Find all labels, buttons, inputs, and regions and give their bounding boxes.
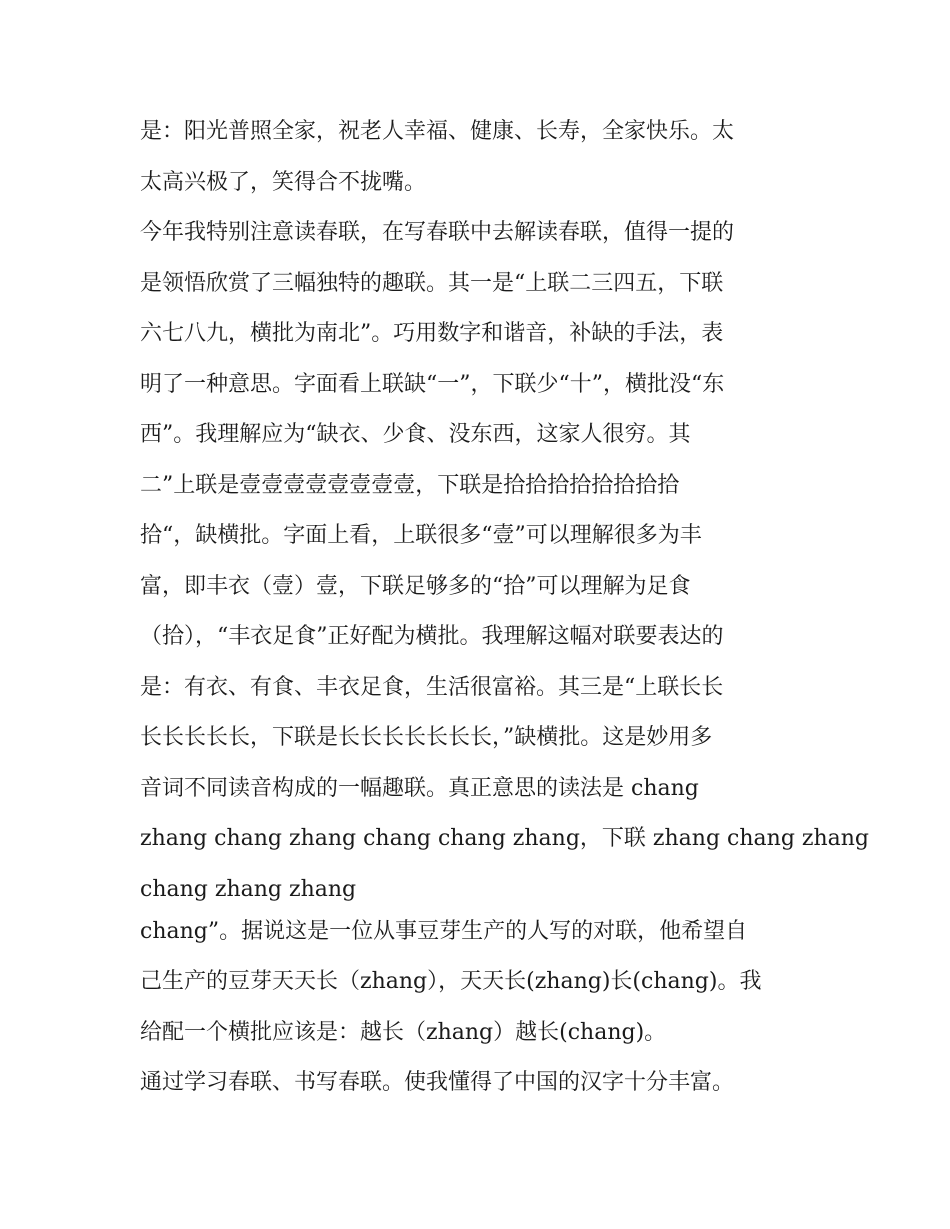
text-line: 音词不同读音构成的一幅趣联。真正意思的读法是 chang	[140, 775, 699, 801]
text-line: chang”。据说这是一位从事豆芽生产的人写的对联，他希望自	[140, 918, 748, 944]
text-line: 给配一个横批应该是：越长（zhang）越长(chang)。	[140, 1019, 667, 1045]
text-line: （拾），“丰衣足食”正好配为横批。我理解这幅对联要表达的	[140, 624, 724, 649]
text-line: 长长长长长，下联是长长长长长长长，”缺横批。这是妙用多	[140, 725, 713, 750]
text-line: 是领悟欣赏了三幅独特的趣联。其一是“上联二三四五，下联	[140, 270, 724, 296]
text-line: 通过学习春联、书写春联。使我懂得了中国的汉字十分丰富。	[140, 1070, 735, 1095]
text-line: 是：阳光普照全家，祝老人幸福、健康、长寿，全家快乐。太	[140, 119, 735, 144]
text-line: 己生产的豆芽天天长（zhang），天天长(zhang)长(chang)。我	[140, 969, 762, 994]
text-line: zhang chang zhang chang chang zhang，下联 zhang chang zhang	[140, 826, 870, 851]
text-line: 明了一种意思。字面看上联缺“一”，下联少“十”，横批没“东	[140, 371, 725, 397]
text-line: 西”。我理解应为“缺衣、少食、没东西，这家人很穷。其	[140, 422, 691, 447]
text-line: 今年我特别注意读春联，在写春联中去解读春联，值得一提的	[140, 220, 735, 245]
text-line: 二”上联是壹壹壹壹壹壹壹壹，下联是拾拾拾拾拾拾拾拾	[140, 472, 680, 498]
text-line: 太高兴极了，笑得合不拢嘴。	[140, 169, 427, 195]
text-line: chang zhang zhang	[140, 876, 357, 902]
text-line: 富，即丰衣（壹）壹，下联足够多的“拾”可以理解为足食	[140, 573, 691, 599]
document-body	[140, 107, 870, 1109]
text-line: 六七八九，横批为南北”。巧用数字和谐音，补缺的手法，表	[140, 321, 724, 346]
text-line: 拾“，缺横批。字面上看，上联很多“壹”可以理解很多为丰	[140, 523, 702, 548]
text-line: 是：有衣、有食、丰衣足食，生活很富裕。其三是“上联长长	[140, 674, 724, 700]
